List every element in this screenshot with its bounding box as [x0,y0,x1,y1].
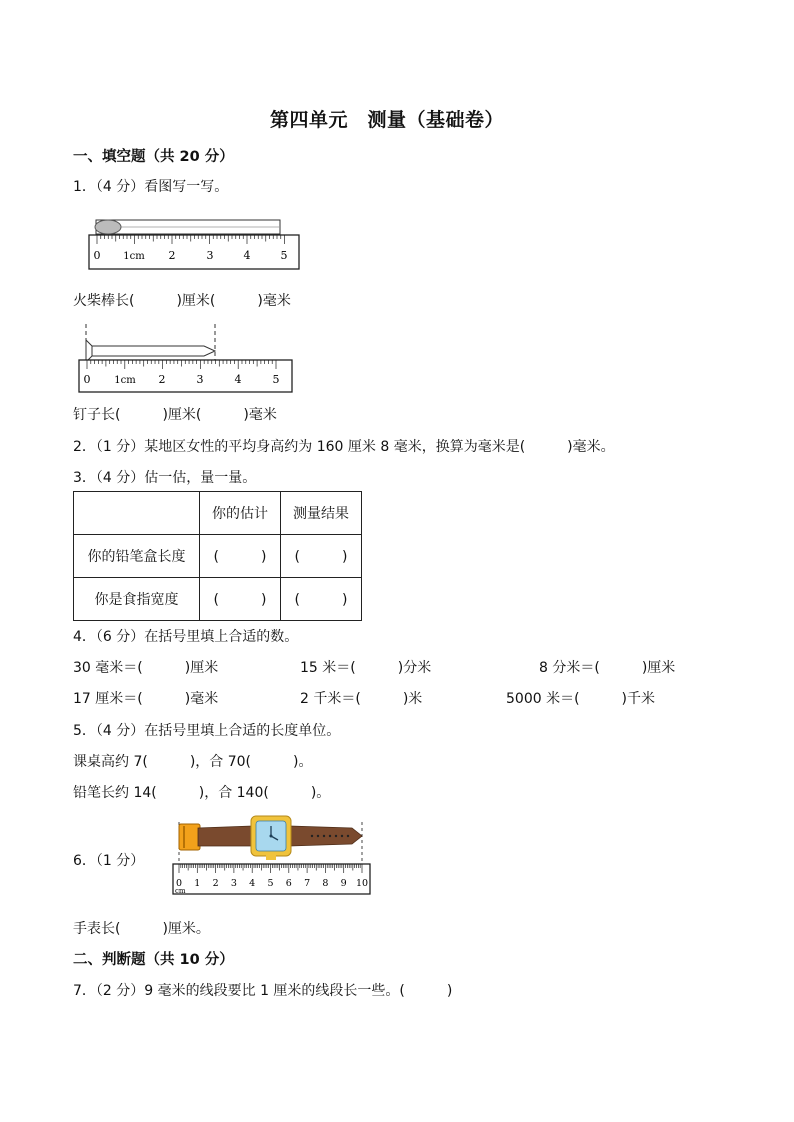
table-blank-cell[interactable]: ( ) [281,535,362,578]
ruler-label-4: 4 [243,249,251,262]
ruler-label-3: 3 [196,373,204,386]
matchstick-ruler-figure [88,216,303,272]
table-blank-cell[interactable]: ( ) [200,535,281,578]
table-row [74,535,362,578]
table-cell: 你的铅笔盒长度 [74,535,200,578]
table-row [74,492,362,535]
q4-item-4: 17 厘米＝( )毫米 [73,691,219,707]
table-header-cell: 测量结果 [281,492,362,535]
q5-line-2: 铅笔长约 14( )，合 140( )。 [73,785,331,801]
ruler-label: 8 [322,878,329,889]
q4-item-2: 15 米＝( )分米 [300,660,432,676]
q4-item-5: 2 千米＝( )米 [300,691,423,707]
table-blank-cell[interactable]: ( ) [281,578,362,621]
ruler-label: 9 [340,878,347,889]
ruler-label-3: 3 [206,249,214,262]
q6-header: 6．（1 分） [73,853,145,869]
ruler-label-0: 0 [93,249,101,262]
ruler-label: 2 [212,878,219,889]
ruler-label-4: 4 [234,373,242,386]
ruler-label: 7 [304,878,311,889]
q4-item-6: 5000 米＝( )千米 [506,691,656,707]
ruler-label: 4 [249,878,256,889]
ruler-label-1cm: 1cm [114,375,136,386]
ruler-label: 10 [355,878,369,889]
ruler-body [89,235,299,269]
q4-header: 4．（6 分）在括号里填上合适的数。 [73,629,299,645]
ruler-unit: cm [175,887,186,895]
section-fill-blank-heading: 一、填空题（共 20 分） [73,149,234,165]
ruler-label-0: 0 [83,373,91,386]
q7-text: 7．（2 分）9 毫米的线段要比 1 厘米的线段长一些。( ) [73,983,453,999]
ruler-label-2: 2 [168,249,176,262]
table-cell: 你是食指宽度 [74,578,200,621]
q5-line-1: 课桌高约 7( )，合 70( )。 [73,754,313,770]
ruler-label: 0 [175,878,183,889]
nail-ruler-figure [78,322,296,394]
watch-case-lug [266,854,276,860]
table-header-cell: 你的估计 [200,492,281,535]
ruler-label-1cm: 1cm [123,251,145,262]
q6-answer: 手表长( )厘米。 [73,921,210,937]
ruler-label: 6 [285,878,292,889]
table-header-cell [74,492,200,535]
q2-text: 2．（1 分）某地区女性的平均身高约为 160 厘米 8 毫米，换算为毫米是( )毫米。 [73,439,615,455]
table-row [74,578,362,621]
section-judge-heading: 二、判断题（共 10 分） [73,952,234,968]
estimate-table [73,491,362,621]
q1-header: 1．（4 分）看图写一写。 [73,179,229,195]
matchstick-head [95,220,121,234]
q5-header: 5．（4 分）在括号里填上合适的长度单位。 [73,723,341,739]
watch-buckle [179,824,200,850]
page-title: 第四单元 测量（基础卷） [270,109,505,131]
ruler-label-5: 5 [280,249,288,262]
ruler-body [79,360,292,392]
ruler-label: 5 [267,878,274,889]
q4-item-1: 30 毫米＝( )厘米 [73,660,219,676]
ruler-label-2: 2 [158,373,166,386]
q1-nail-answer: 钉子长( )厘米( )毫米 [73,407,277,423]
ruler-label-5: 5 [272,373,280,386]
nail [86,340,215,362]
table-blank-cell[interactable]: ( ) [200,578,281,621]
q4-item-3: 8 分米＝( )厘米 [539,660,676,676]
q3-header: 3．（4 分）估一估，量一量。 [73,470,257,486]
ruler-label: 3 [230,878,237,889]
ruler-label: 1 [194,878,201,889]
watch-ruler-figure [172,814,374,898]
q1-match-answer: 火柴棒长( )厘米( )毫米 [73,293,291,309]
